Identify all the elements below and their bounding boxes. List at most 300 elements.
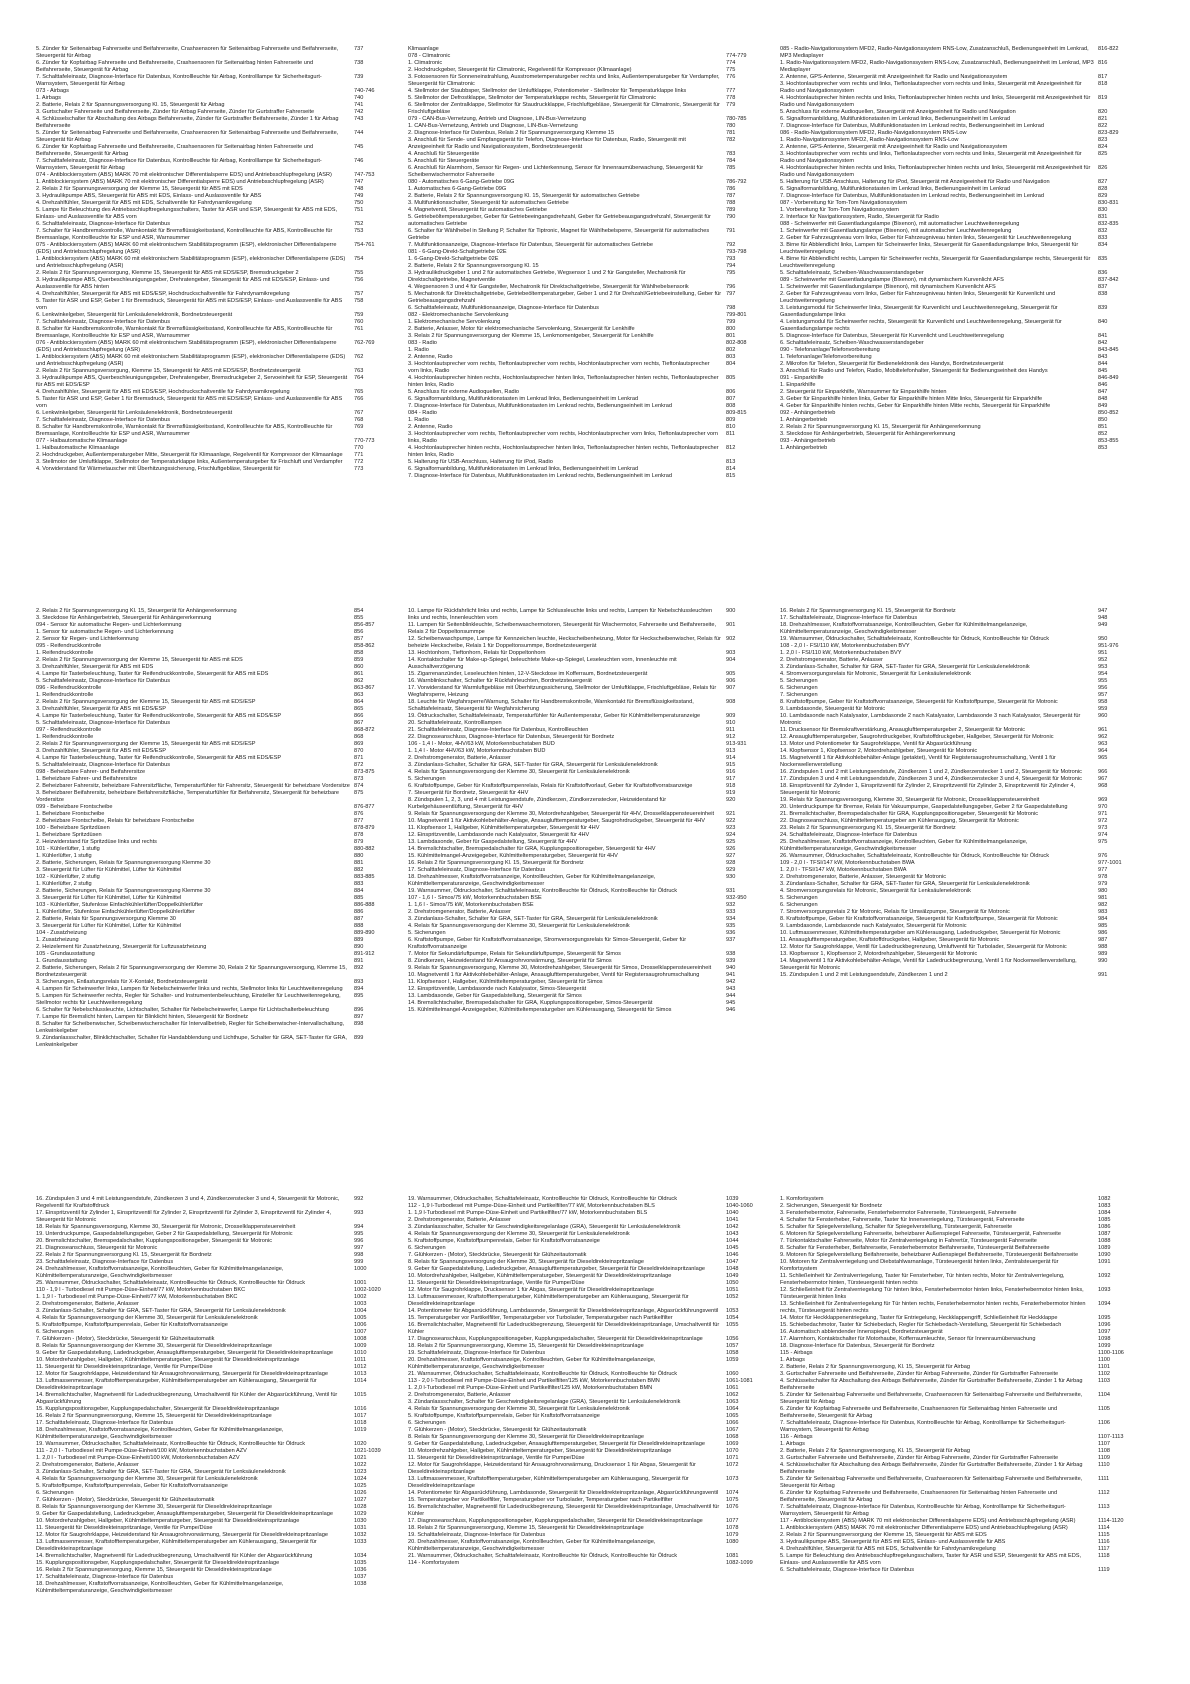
toc-entry-page: 769 (354, 424, 364, 430)
toc-entry-page: 1076 (726, 1504, 739, 1510)
toc-entry-title: 5. Zünder für Seitenairbag Fahrerseite und Beifahrerseite, Crashsensoren für Seitenairbag Fahrerseite und Beifahrerseite, Steuergerät für Airbag (780, 1476, 1083, 1489)
toc-entry-page: 1081 (726, 1553, 739, 1559)
toc-entry (36, 1406, 398, 1413)
toc-entry-page: 742 (354, 109, 364, 115)
toc-entry-page: 1078 (726, 1525, 739, 1531)
toc-entry (408, 1441, 770, 1448)
toc-entry (36, 1581, 398, 1595)
toc-entry-title: 4. Wegsensoren 3 und 4 für Gangsteller, Mechatronik für Direktschaltgetriebe, Steuergerät für Wählhebelsensorik (408, 284, 689, 290)
toc-entry-title: 4. Lampen für Scheinwerfer links, Lampen für Nebelscheinwerfer links und rechts, Stellmotor links für Leuchtweitenregelung (36, 986, 343, 992)
toc-entry-page: 1104 (1098, 1392, 1111, 1398)
toc-entry (408, 319, 770, 326)
toc-entry (408, 186, 770, 193)
toc-entry (780, 839, 1142, 853)
toc-entry (408, 102, 770, 116)
toc-entry (408, 200, 770, 207)
toc-entry (780, 368, 1142, 375)
toc-entry-page: 878-879 (354, 825, 375, 831)
toc-entry-title: 16. Relais 2 für Spannungsversorgung, Klemme 15, Steuergerät für Dieseldirekteinspritzanlage (36, 1413, 272, 1419)
toc-entry (780, 972, 1142, 979)
toc-entry-page: 836 (1098, 270, 1108, 276)
toc-entry (36, 1315, 398, 1322)
toc-entry-title: 10. Lambdasonde nach Katalysator, Lambdasonde 2 nach Katalysator, Lambdasonde 3 nach Katalysator, Steuergerät für Motronic (780, 713, 1081, 726)
toc-entry-page: 1112 (1098, 1490, 1110, 1496)
toc-entry-title: 082 - Elektromechanische Servolenkung (408, 312, 509, 318)
toc-entry-title: 18. Drehzahlmesser, Kraftstoffvorratsanzeige, Kontrollleuchten, Geber für Kühlmittelmangelanzeige, Kühlmitteltemperaturanzeige, Geschwindigkeitsmesser (780, 622, 1028, 635)
toc-entry-page: 1114-1120 (1098, 1518, 1124, 1524)
toc-entry-page: 886-888 (354, 902, 375, 908)
toc-entry (780, 361, 1142, 368)
toc-entry (780, 811, 1142, 818)
toc-entry (408, 769, 770, 776)
toc-entry-title: 4. Relais für Spannungsversorgung der Klemme 30, Steuergerät für Lenksäulenelektronik (408, 769, 630, 775)
toc-entry-title: 17. Vorwiderstand für Warmluftgebläse mit Überhitzungssicherung, Stellmotor der Umluftklappe, Frischluftgebläse, Relais für Wegfahrsperre, Heizung (408, 685, 717, 698)
toc-entry (36, 790, 398, 804)
toc-entry-title: 095 - Reifendruckkontrolle (36, 643, 102, 649)
toc-entry (36, 1294, 398, 1301)
toc-entry (408, 242, 770, 249)
toc-entry (36, 410, 398, 417)
toc-entry-title: 6. Sicherungen (780, 902, 818, 908)
toc-entry (36, 1238, 398, 1245)
toc-entry-page: 907 (726, 685, 736, 691)
toc-entry (408, 972, 770, 979)
toc-entry (36, 923, 398, 930)
toc-entry-page: 809-815 (726, 410, 747, 416)
toc-entry (408, 1322, 770, 1336)
toc-entry-title: 5. Kraftstoffpumpe, Kraftstoffpumpenrelais, Geber für Kraftstoffvorratsanzeige (408, 1238, 600, 1244)
toc-entry-title: 3. Geber für Einparkhilfe hinten links, Geber für Einparkhilfe hinten Mitte links, Steuergerät für Einparkhilfe (780, 396, 1043, 402)
toc-entry-title: 3. Hochtonlautsprecher vorn rechts und links, Tieftonlautsprecher vorn rechts und links, Steuergerät mit Anzeigeeinheit für Radio und Navigationssystem (780, 81, 1082, 94)
toc-entry (408, 1560, 770, 1567)
toc-entry-page: 992 (354, 1196, 364, 1202)
toc-entry (408, 249, 770, 256)
toc-entry-title: 5. Getriebeöltemperaturgeber, Geber für Getriebeeingangsdrehzahl, Geber für Getriebeausgangsdrehzahl, Steuergerät für automatisches Getriebe (408, 214, 711, 227)
toc-entry-title: 078 - Climatronic (408, 53, 451, 59)
toc-entry-title: 1. 2,0 l - TFSI/147 kW, Motorkennbuchstaben BWA (780, 867, 907, 873)
toc-entry-page: 762 (354, 354, 364, 360)
toc-entry-title: 9. Geber für Gaspedalstellung, Ladedruckgeber, Ansauglufttemperaturgeber, Steuergerät für Dieseldirekteinspritzanlage (36, 1511, 333, 1517)
toc-entry-title: 20. Drehzahlmesser, Kraftstoffvorratsanzeige, Kontrollleuchten, Geber für Kühlmittelmangelanzeige, Kühlmitteltemperaturanzeige, Geschwindigkeitsmesser (408, 1357, 656, 1370)
toc-entry (36, 853, 398, 860)
toc-entry-page: 876-877 (354, 804, 375, 810)
toc-entry-page: 993 (354, 1210, 364, 1216)
toc-entry (408, 776, 770, 783)
toc-entry-page: 858-862 (354, 643, 375, 649)
toc-entry (408, 312, 770, 319)
toc-entry-title: 5. Taster für ASR und ESP, Geber 1 für Bremsdruck, Steuergerät für ABS mit EDS/ESP, Einlass- und Auslassventile für ABS vorn (36, 396, 343, 409)
toc-entry-title: 16. Relais 2 für Spannungsversorgung Kl. 15, Steuergerät für Bordnetz (780, 608, 956, 614)
toc-entry-page: 905 (726, 671, 736, 677)
toc-entry (36, 657, 398, 664)
toc-entry-page: 851 (1098, 424, 1108, 430)
toc-entry (36, 1280, 398, 1287)
toc-entry-page: 920 (726, 797, 736, 803)
toc-entry-page: 1093 (1098, 1287, 1111, 1293)
toc-entry-title: 19. Öldruckschalter, Schalttafeleinsatz, Temperaturfühler für Außentemperatur, Geber für Kühlmitteltemperaturanzeige (408, 713, 701, 719)
toc-entry (408, 748, 770, 755)
toc-entry-title: 1. 6-Gang-Direkt-Schaltgetriebe 02E (408, 256, 499, 262)
toc-entry-page: 964 (1098, 748, 1108, 754)
toc-entry-page: 837-842 (1098, 277, 1119, 283)
toc-entry-page: 846 (1098, 382, 1108, 388)
toc-entry-title: 1. 1,4 l - Motor 4HV/63 kW, Motorkennbuchstaben BUD (408, 748, 546, 754)
toc-entry-page: 941 (726, 972, 736, 978)
toc-entry (408, 151, 770, 158)
toc-entry-page: 951-976 (1098, 643, 1119, 649)
toc-entry (408, 1287, 770, 1294)
toc-entry (780, 1371, 1142, 1378)
toc-entry (36, 825, 398, 832)
toc-entry (780, 1420, 1142, 1434)
toc-entry-page: 934 (726, 916, 736, 922)
toc-entry-title: 1. Reifendruckkontrolle (36, 692, 94, 698)
toc-entry-title: 10. Motordrehzahlgeber, Hallgeber, Kühlmitteltemperaturgeber, Steuergerät für Dieseldirekteinspritzanlage (36, 1518, 300, 1524)
toc-entry-title: 2. Relais 2 für Spannungsversorgung, Klemme 15, Steuergerät für ABS mit EDS/ESP, Bordnetzsteuergerät (36, 368, 301, 374)
toc-entry-page: 957 (1098, 692, 1108, 698)
toc-entry-title: 9. Relais für Spannungsversorgung der Klemme 30, Motordrehzahlgeber, Steuergerät für 4HV, Drosselklappensteuereinheit (408, 811, 715, 817)
toc-entry (408, 622, 770, 636)
toc-entry-title: 8. Zündkerzen, Heizwiderstand für Ansaugrohrvorwärmung, Steuergerät für Simos (408, 958, 612, 964)
toc-entry-page: 860 (354, 664, 364, 670)
toc-entry (36, 874, 398, 881)
toc-entry (408, 671, 770, 678)
toc-entry-title: 4. Geber für Einparkhilfe hinten rechts, Geber für Einparkhilfe hinten Mitte rechts, Steuergerät für Einparkhilfe (780, 403, 1051, 409)
toc-entry (36, 1343, 398, 1350)
toc-entry-title: 4. Relais für Spannungsversorgung der Klemme 30, Steuergerät für Lenksäulenelektronik (36, 1476, 258, 1482)
toc-entry-title: 2. Antenne, GPS-Antenne, Steuergerät mit Anzeigeeinheit für Radio und Navigationssystem (780, 144, 1008, 150)
toc-entry (780, 727, 1142, 734)
toc-entry-title: 117 - Antiblockiersystem (ABS) MARK 70 mit elektronischer Differentialsperre EDS) und Antriebsschlupfregelung (ASR) (780, 1518, 1076, 1524)
toc-entry-title: 3. Zündanlassschalter, Schalter für Geschwindigkeitsregelanlage (GRA), Steuergerät für Lenksäulenelektronik (408, 1399, 681, 1405)
toc-entry-title: 094 - Sensor für automatische Regen- und Lichterkennung (36, 622, 182, 628)
toc-entry (408, 860, 770, 867)
toc-entry-page: 812 (726, 445, 736, 451)
toc-entry (408, 396, 770, 403)
toc-entry-page: 870 (354, 748, 364, 754)
toc-entry-page: 896 (354, 1007, 364, 1013)
toc-entry (780, 951, 1142, 958)
toc-entry-title: 104 - Zusatzheizung (36, 930, 87, 936)
toc-entry-title: 17. Diagnoseanschluss, Kupplungspositionsgeber, Kupplungspedalschalter, Steuergerät für Dieseldirekteinspritzanlage (408, 1518, 703, 1524)
toc-entry-title: 7. Schalttafeleinsatz, Diagnose-Interface für Datenbus, Kontrollleuchte für Airbag, Kontrolllampe für Sicherheitsgurt-Warnsystem, Steuergerät für Airbag (36, 74, 322, 87)
toc-entry-title: 7. Stromversorgungsrelais 2 für Motronic, Relais für Umwälzpumpe, Steuergerät für Motronic (780, 909, 1010, 915)
toc-entry-page: 903 (726, 650, 736, 656)
toc-entry (780, 1252, 1142, 1259)
toc-entry (780, 1441, 1142, 1448)
toc-entry-page: 775 (726, 67, 736, 73)
toc-entry-page: 876 (354, 811, 364, 817)
toc-entry-page: 875 (354, 790, 364, 796)
toc-entry (780, 1504, 1142, 1518)
toc-entry-page: 1119 (1098, 1567, 1110, 1573)
toc-entry-title: 10. Magnetventil 1 für Aktivkohlebehälter-Anlage, Ansauglufttemperaturgeber, Saugrohrdruckgeber, Steuergerät für 4HV (408, 818, 705, 824)
toc-entry-title: 085 - Radio-Navigationssystem MFD2, Radio-Navigationssystem RNS-Low, Zusatzanschluß, Bedienungseinheit im Lenkrad, MP3 Mediaplayer (780, 46, 1089, 59)
toc-entry-title: 8. Schalter für Scheibenwischer, Scheibenwischerschalter für Intervallbetrieb, Regler für Scheibenwischer-Intervallschaltung, Lenkwinkelgeber (36, 1021, 345, 1034)
toc-entry-title: 4. Hochtonlautsprecher hinten rechts und links, Tieftonlautsprecher hinten rechts und links, Steuergerät mit Anzeigeeinheit für Radio und Navigationssystem (780, 165, 1091, 178)
toc-entry (780, 636, 1142, 643)
toc-entry-page: 971 (1098, 811, 1108, 817)
toc-entry-title: 2. Geber für Fahrzeugniveau vorn links, Geber für Fahrzeugniveau hinten links, Steuergerät für Leuchtweitenregelung (780, 235, 1072, 241)
toc-entry-page: 761 (354, 326, 364, 332)
toc-entry-page: 871 (354, 755, 364, 761)
toc-entry-title: 115 - Airbags (780, 1350, 813, 1356)
toc-entry (780, 1546, 1142, 1553)
toc-entry-page: 814 (726, 466, 736, 472)
toc-entry-page: 877 (354, 818, 364, 824)
toc-entry-page: 950 (1098, 636, 1108, 642)
toc-entry-page: 864 (354, 699, 364, 705)
toc-entry-title: 1. Kühlerlüfter, 2 stufig (36, 881, 92, 887)
toc-entry (780, 1553, 1142, 1567)
toc-entry-page: 933 (726, 909, 736, 915)
toc-entry-page: 799 (726, 319, 736, 325)
toc-entry-page: 973 (1098, 825, 1108, 831)
toc-entry-title: 4. Vorwiderstand für Wärmetauscher mit Überhitzungssicherung, Frischluftgebläse, Steuergerät für (36, 466, 281, 472)
toc-entry (408, 424, 770, 431)
toc-entry-page: 770 (354, 445, 364, 451)
toc-entry-title: 3. Hydraulikdruckgeber 1 und 2 für automatisches Getriebe, Wegsensor 1 und 2 für Gangsteller, Mechatronik für Direktschaltgetriebe, Magnetventile (408, 270, 686, 283)
toc-entry (780, 277, 1142, 284)
toc-entry-page: 883-885 (354, 874, 375, 880)
toc-entry-title: 11. Ansauglufttemperaturgeber, Kraftstoffdruckgeber, Hallgeber, Steuergerät für Motronic (780, 937, 1000, 943)
toc-entry-title: 079 - CAN-Bus-Vernetzung, Antrieb und Diagnose, LIN-Bus-Vernetzung (408, 116, 586, 122)
toc-entry (408, 1280, 770, 1287)
toc-entry-page: 853 (1098, 445, 1108, 451)
toc-entry-page: 946 (726, 1007, 736, 1013)
toc-entry-page: 981 (1098, 895, 1108, 901)
toc-entry-title: 077 - Halbautomatische Klimaanlage (36, 438, 128, 444)
toc-entry-page: 825 (1098, 151, 1108, 157)
toc-entry-title: 3. Hochtonlautsprecher vorn rechts, Tieftonlautsprecher vorn rechts, Hochtonlautsprecher vorn rechts, Tieftonlautsprecher vorn links, Radio (408, 361, 710, 374)
toc-entry (780, 137, 1142, 144)
toc-entry (408, 459, 770, 466)
toc-entry (408, 685, 770, 699)
toc-entry-page: 740-746 (354, 88, 375, 94)
toc-entry (408, 193, 770, 200)
toc-entry-page: 807 (726, 396, 736, 402)
toc-entry (36, 172, 398, 179)
toc-entry-title: 17. Einspritzventil für Zylinder 1, Einspritzventil für Zylinder 2, Einspritzventil für Zylinder 3, Einspritzventil für Zylinder 4, Steuergerät für Motronic (36, 1210, 332, 1223)
toc-entry-page: 743 (354, 116, 364, 122)
toc-entry (408, 1539, 770, 1553)
toc-entry (36, 88, 398, 95)
toc-entry (780, 755, 1142, 769)
toc-block-1 (36, 46, 1154, 556)
toc-entry-title: 2. Batterie, Sicherungen, Relais für Spannungsversorgung Klemme 30 (36, 860, 211, 866)
toc-entry-title: 1. 2,0 l - FSI/110 kW, Motorkennbuchstaben BVY (780, 650, 902, 656)
toc-entry (36, 60, 398, 74)
toc-entry (780, 60, 1142, 74)
toc-entry-page: 795 (726, 270, 736, 276)
toc-column (780, 608, 1152, 1138)
toc-entry-page: 969 (1098, 797, 1108, 803)
toc-entry (780, 95, 1142, 109)
toc-entry-page: 1035 (354, 1560, 367, 1566)
toc-entry (36, 354, 398, 368)
toc-entry-title: 5. Schalttafeleinsatz, Scheiben-Waschwasserstandsgeber (780, 270, 924, 276)
toc-entry-page: 1051 (726, 1287, 739, 1293)
toc-entry-page: 1080 (726, 1539, 739, 1545)
toc-entry-title: 3. Hydraulikpumpe ABS, Steuergerät für ABS mit EDS, Einlass- und Auslassventile für ABS (36, 193, 262, 199)
toc-entry-page: 753 (354, 228, 364, 234)
toc-entry-title: 7. Sicherungen (780, 692, 818, 698)
toc-entry-page: 1022 (354, 1462, 367, 1468)
toc-entry (408, 699, 770, 713)
toc-entry-page: 1061 (726, 1385, 739, 1391)
toc-entry-page: 1061-1081 (726, 1378, 753, 1384)
toc-entry-title: 1. Scheinwerfer mit Gasentladungslampe (Bixenon), mit automatischer Leuchtweitenregelung (780, 228, 1012, 234)
toc-entry-page: 1046 (726, 1252, 739, 1258)
toc-entry-title: 4. Leistungsmodul für Scheinwerfer rechts, Steuergerät für Kurvenlicht und Leuchtweitenregelung, Steuergerät für Gasentladungslampe rechts (780, 319, 1062, 332)
toc-entry (36, 979, 398, 986)
toc-entry-page: 953 (1098, 664, 1108, 670)
toc-entry-title: 2. Drehstromgenerator, Batterie, Anlasser (408, 1392, 511, 1398)
toc-entry-page: 1043 (726, 1231, 739, 1237)
toc-entry-page: 1114 (1098, 1525, 1110, 1531)
toc-entry (36, 319, 398, 326)
toc-entry-title: 106 - 1,4 l - Motor, 4HV/63 kW, Motorkennbuchstaben BUD (408, 741, 555, 747)
toc-entry (36, 95, 398, 102)
toc-entry-title: 6. Sicherungen (408, 1420, 446, 1426)
toc-entry-title: 8. Relais für Spannungsversorgung der Klemme 30, Steuergerät für Dieseldirekteinspritzanlage (408, 1259, 644, 1265)
toc-entry-title: 105 - Grundausstattung (36, 951, 95, 957)
toc-entry-title: 1. Climatronic (408, 60, 443, 66)
toc-entry-title: 1. Elektromechanische Servolenkung (408, 319, 501, 325)
toc-entry (408, 1518, 770, 1525)
toc-entry-page: 834 (1098, 242, 1108, 248)
toc-entry-title: 2. Relais 2 für Spannungsversorgung Kl. 15, Steuergerät für Anhängererkennung (36, 608, 237, 614)
toc-entry-page: 1059 (726, 1357, 739, 1363)
toc-entry-page: 927 (726, 853, 736, 859)
toc-entry-page: 1011 (354, 1357, 367, 1363)
toc-entry-title: 1. Automatisches 6-Gang-Getriebe 09G (408, 186, 507, 192)
toc-entry-page: 977 (1098, 867, 1108, 873)
toc-entry (36, 193, 398, 200)
toc-entry-title: 22. Relais 2 für Spannungsversorgung Kl. 15, Steuergerät für Bordnetz (36, 1252, 212, 1258)
toc-entry-page: 739 (354, 74, 364, 80)
toc-entry-title: 18. Relais 2 für Spannungsversorgung, Klemme 15, Steuergerät für Dieseldirekteinspritzanlage (408, 1525, 644, 1531)
toc-entry (408, 214, 770, 228)
toc-entry-page: 938 (726, 951, 736, 957)
toc-entry-page: 913-931 (726, 741, 747, 747)
toc-entry (36, 1301, 398, 1308)
toc-entry-page: 765 (354, 389, 364, 395)
toc-entry-page: 882 (354, 867, 364, 873)
toc-entry-page: 830-831 (1098, 200, 1119, 206)
toc-entry (408, 755, 770, 762)
toc-entry (408, 60, 770, 67)
toc-entry-page: 972 (1098, 818, 1108, 824)
toc-entry-page: 949 (1098, 622, 1108, 628)
toc-entry-title: 5. Lampen für Scheinwerfer rechts, Regler für Schalter- und Instrumentenbeleuchtung, Einsteller für Leuchtweitenregelung, Stellmotor rechts für Leuchtweitenregelung (36, 993, 341, 1006)
toc-entry (780, 46, 1142, 60)
toc-entry (780, 165, 1142, 179)
toc-entry (36, 207, 398, 221)
toc-entry (780, 937, 1142, 944)
toc-entry (408, 1000, 770, 1007)
toc-entry (408, 790, 770, 797)
toc-entry-title: 3. Fensterhebermotor, Fahrerseite, Fensterhebermotor Fahrerseite, Türsteuergerät, Fahrerseite (780, 1210, 1017, 1216)
toc-entry-page: 844 (1098, 361, 1108, 367)
toc-entry-page: 1057 (726, 1343, 739, 1349)
toc-entry-title: 8. Schalter für Handbremskontrolle, Warnkontakt für Bremsflüssigkeitsstand, Kontrollleuchte für ABS, Kontrollleuchte für Bremsanlage, Kontrollleuchte für ESP und ASR, Warnsummer (36, 326, 333, 339)
toc-entry (36, 804, 398, 811)
toc-entry-title: 10. Magnetventil 1 für Aktivkohlebehälter-Anlage, Ansauglufttemperaturgeber, Ventil für Registersaugrohrumschaltung (408, 972, 700, 978)
toc-entry-title: 9. Geber für Gaspedalstellung, Ladedruckgeber, Ansauglufttemperaturgeber, Steuergerät für Dieseldirekteinspritzanlage (36, 1350, 333, 1356)
toc-entry (408, 256, 770, 263)
toc-entry-page: 899 (354, 1035, 364, 1041)
toc-entry-title: 3. Drehzahlfühler, Steuergerät für ABS mit EDS/ESP (36, 748, 166, 754)
toc-entry-page: 786 (726, 186, 736, 192)
toc-entry-page: 867 (354, 720, 364, 726)
toc-entry (408, 979, 770, 986)
toc-entry-title: 12. Motor für Saugrohrklappe, Ventil für Ladedruckbegrenzung, Umluftventil für Turbolader, Steuergerät für Motronic (780, 944, 1067, 950)
toc-entry-title: 1. Radio-Navigationssystem MFD2, Radio-Navigationssystem RNS-Low (780, 137, 959, 143)
toc-entry (780, 1378, 1142, 1392)
toc-entry (36, 1329, 398, 1336)
toc-entry-page: 1091 (1098, 1259, 1111, 1265)
toc-entry-page: 985 (1098, 923, 1108, 929)
toc-entry (780, 1224, 1142, 1231)
toc-entry-title: 4. Magnetventil, Steuergerät für automatisches Getriebe (408, 207, 547, 213)
toc-entry-page: 803 (726, 354, 736, 360)
toc-entry-title: 1. Beheizbare Spritzdüsen (36, 832, 102, 838)
toc-entry-title: 6. Signalformanbildung, Multifunktionstasten im Lenkrad links, Bedienungseinheit im Lenkrad (408, 396, 639, 402)
toc-entry-title: 3. Hydraulikpumpe ABS, Querbeschleunigungsgeber, Drehratengeber, Bremsdruckgeber 2, Servoeinheit für ESP, Steuergerät für ABS mit EDS/ESP (36, 375, 348, 388)
toc-entry (408, 818, 770, 825)
toc-entry-page: 759 (354, 312, 364, 318)
toc-entry-page: 820 (1098, 109, 1108, 115)
toc-entry-page: 806 (726, 389, 736, 395)
toc-entry-title: 109 - 2,0 l - TFSI/147 kW, Motorkennbuchstaben BWA (780, 860, 915, 866)
toc-entry (36, 1427, 398, 1441)
toc-entry (780, 622, 1142, 636)
toc-entry-title: 4. Relais für Spannungsversorgung der Klemme 30, Steuergerät für Lenksäulenelektronik (36, 1315, 258, 1321)
toc-entry-title: 8. Kraftstoffpumpe, Geber für Kraftstoffvorratsanzeige, Steuergerät für Kraftstoffpumpe, Steuergerät für Motronic (780, 916, 1058, 922)
toc-entry-title: 2. Drehstromgenerator, Batterie, Anlasser (36, 1301, 139, 1307)
toc-entry-page: 749 (354, 193, 364, 199)
toc-entry-page: 774-779 (726, 53, 747, 59)
toc-column (36, 1196, 408, 1676)
toc-entry-page: 913 (726, 748, 736, 754)
toc-entry-page: 1015 (354, 1392, 367, 1398)
toc-entry-title: 12. Motor für Saugrohrklappe, Heizwiderstand für Ansaugrohrvorwärmung, Steuergerät für Dieseldirekteinspritzanlage (36, 1532, 328, 1538)
toc-entry-page: 796 (726, 284, 736, 290)
toc-entry (780, 200, 1142, 207)
toc-entry-title: 14. Potentiometer für Abgasrückführung, Lambdasonde, Steuergerät für Dieseldirekteinspritzanlage, Abgasrückführungsventil (408, 1490, 719, 1496)
toc-entry-title: 1. Halbautomatische Klimaanlage (36, 445, 120, 451)
toc-entry-title: 21. Warnsummer, Öldruckschalter, Schalttafeleinsatz, Kontrollleuchte für Öldruck, Kontrollleuchte für Öldruck (408, 1553, 678, 1559)
toc-entry-title: 13. Luftmassenmesser, Kraftstofftemperaturgeber, Kühlmitteltemperaturgeber am Kühlerausgang, Steuergerät für Dieseldirekteinspritzanlage (408, 1294, 689, 1307)
toc-entry-page: 1016 (354, 1406, 367, 1412)
toc-entry-title: 6. Schalttafeleinsatz, Multifunktionsanzeige, Diagnose-Interface für Datenbus (408, 305, 599, 311)
toc-entry-title: 8. Relais für Spannungsversorgung der Klemme 30, Steuergerät für Dieseldirekteinspritzanlage (36, 1343, 272, 1349)
toc-entry-page: 1045 (726, 1245, 739, 1251)
toc-entry-title: 21. Warnsummer, Öldruckschalter, Schalttafeleinsatz, Kontrollleuchte für Öldruck, Kontrollleuchte für Öldruck (408, 1371, 678, 1377)
toc-entry (408, 797, 770, 811)
toc-entry (780, 1434, 1142, 1441)
toc-entry-page: 738 (354, 60, 364, 66)
toc-entry-page: 942 (726, 979, 736, 985)
toc-entry-title: 20. Schalttafeleinsatz, Kontrolllampen (408, 720, 502, 726)
toc-entry-title: 3. Drehzahlfühler, Steuergerät für ABS mit EDS/ESP (36, 706, 166, 712)
toc-entry-page: 1013 (354, 1371, 367, 1377)
toc-entry-page: 1021-1039 (354, 1448, 381, 1454)
toc-entry-title: 19. Warnsummer, Öldruckschalter, Schalttafeleinsatz, Kontrollleuchte für Öldruck, Kontrollleuchte für Öldruck (780, 636, 1050, 642)
toc-entry-title: 6. Sicherungen (408, 1245, 446, 1251)
toc-entry-title: 1. Einparkhilfe (780, 382, 816, 388)
